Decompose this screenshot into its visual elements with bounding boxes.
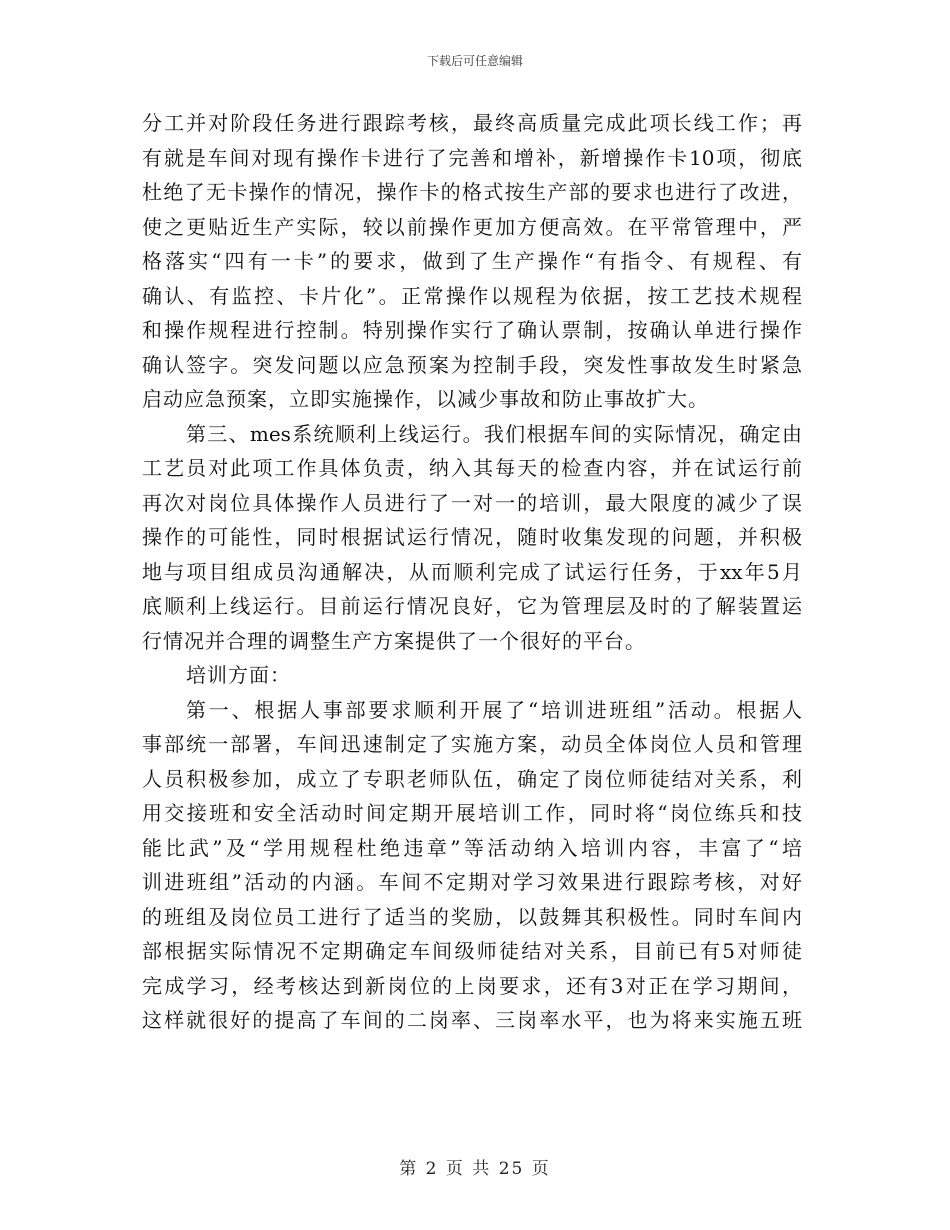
text-line: 的班组及岗位员工进行了适当的奖励，以鼓舞其积极性。同时车间内 <box>142 904 802 929</box>
page-footer: 第 2 页 共 25 页 <box>399 1159 551 1179</box>
text-line: 确认、有监控、卡片化”。正常操作以规程为依据，按工艺技术规程 <box>142 283 802 308</box>
text-line: 部根据实际情况不定期确定车间级师徒结对关系，目前已有5对师徒 <box>142 939 802 963</box>
text-line: 再次对岗位具体操作人员进行了一对一的培训，最大限度的减少了误 <box>142 490 802 515</box>
text-line: 和操作规程进行控制。特别操作实行了确认票制，按确认单进行操作 <box>142 318 802 342</box>
text-line: 使之更贴近生产实际，较以前操作更加方便高效。在平常管理中，严 <box>142 214 802 239</box>
document-body <box>142 106 802 1038</box>
page-header: 下载后可任意编辑 <box>426 54 523 68</box>
text-line: 确认签字。突发问题以应急预案为控制手段，突发性事故发生时紧急 <box>142 352 802 377</box>
text-line: 行情况并合理的调整生产方案提供了一个很好的平台。 <box>142 628 646 653</box>
text-line: 杜绝了无卡操作的情况，操作卡的格式按生产部的要求也进行了改进， <box>142 180 802 204</box>
text-line: 第一、根据人事部要求顺利开展了“培训进班组”活动。根据人 <box>186 697 802 722</box>
text-line: 底顺利上线运行。目前运行情况良好，它为管理层及时的了解装置运 <box>142 594 802 618</box>
text-line: 完成学习，经考核达到新岗位的上岗要求，还有3对正在学习期间， <box>142 973 802 998</box>
text-line: 这样就很好的提高了车间的二岗率、三岗率水平，也为将来实施五班 <box>142 1008 802 1032</box>
text-line: 操作的可能性，同时根据试运行情况，随时收集发现的问题，并积极 <box>142 525 802 549</box>
text-line: 有就是车间对现有操作卡进行了完善和增补，新增操作卡10项，彻底 <box>142 145 802 170</box>
text-line: 事部统一部署，车间迅速制定了实施方案，动员全体岗位人员和管理 <box>142 732 802 756</box>
text-line: 地与项目组成员沟通解决，从而顺利完成了试运行任务，于xx年5月 <box>142 559 802 584</box>
text-line: 人员积极参加，成立了专职老师队伍，确定了岗位师徒结对关系，利 <box>142 766 802 791</box>
text-line: 培训方面： <box>186 663 291 687</box>
text-line: 第三、mes系统顺利上线运行。我们根据车间的实际情况，确定由 <box>186 421 802 446</box>
text-line: 格落实“四有一卡”的要求，做到了生产操作“有指令、有规程、有 <box>142 249 802 273</box>
text-line: 能比武”及“学用规程杜绝违章”等活动纳入培训内容，丰富了“培 <box>142 835 802 860</box>
text-line: 启动应急预案，立即实施操作，以减少事故和防止事故扩大。 <box>142 387 709 411</box>
text-line: 用交接班和安全活动时间定期开展培训工作，同时将“岗位练兵和技 <box>142 801 802 825</box>
text-line: 工艺员对此项工作具体负责，纳入其每天的检查内容，并在试运行前 <box>142 456 802 480</box>
text-line: 训进班组”活动的内涵。车间不定期对学习效果进行跟踪考核，对好 <box>142 870 802 894</box>
text-line: 分工并对阶段任务进行跟踪考核，最终高质量完成此项长线工作；再 <box>142 111 802 135</box>
